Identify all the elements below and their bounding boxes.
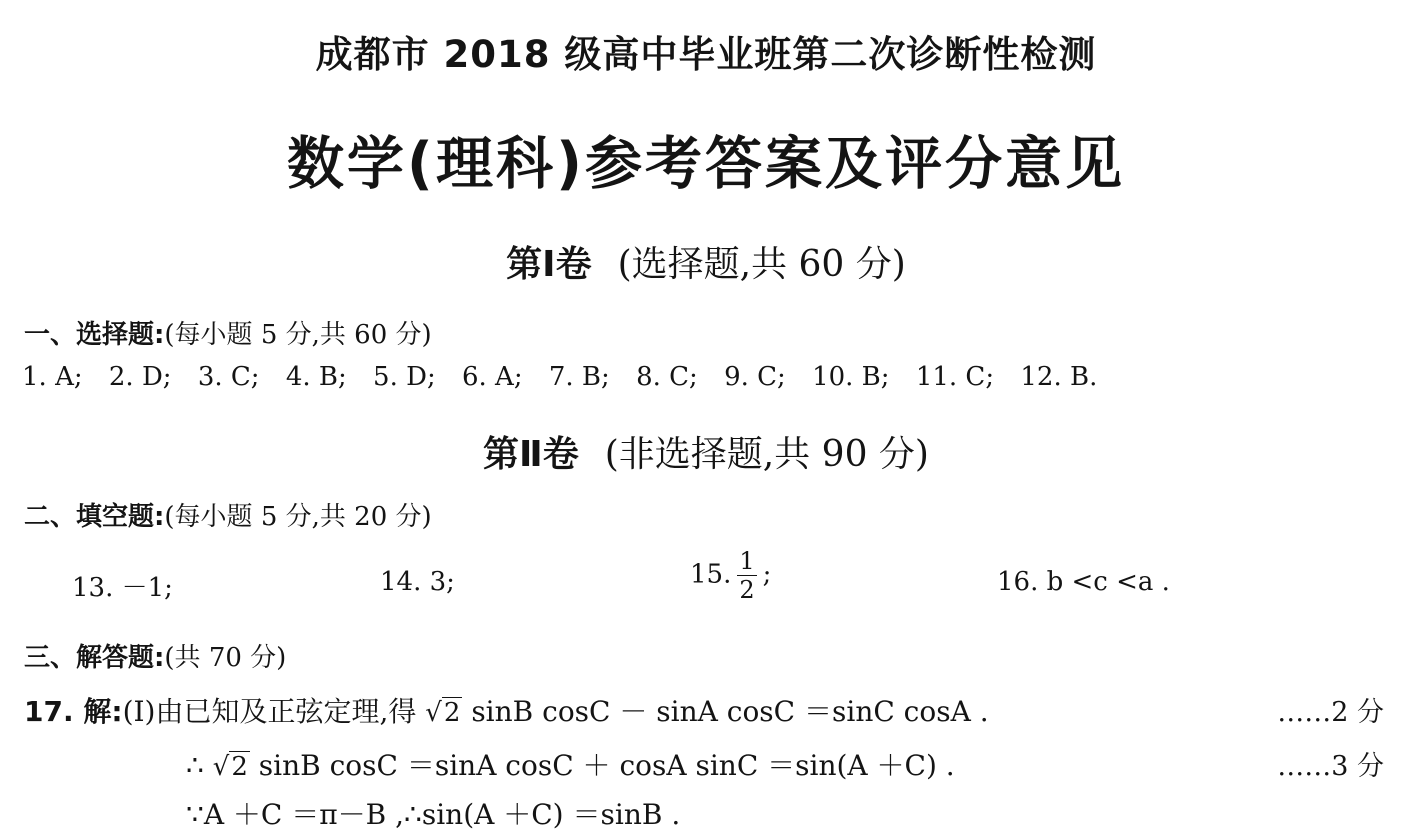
volume2-heading: [0, 426, 1412, 477]
q17-line3: ∵A ＋C ＝π－B ,∴sin(A ＋C) ＝sinB .: [186, 798, 681, 831]
sqrt-symbol-2: √2: [212, 752, 248, 782]
answer-12: 12. B.: [1020, 362, 1098, 392]
fraction-denominator: 2: [739, 576, 755, 604]
q17-label: 17. 解:: [24, 695, 123, 728]
answer-10: 10. B;: [812, 362, 890, 392]
section2-title: 二、填空题:: [24, 502, 165, 532]
volume1-note: (选择题,共 60 分): [617, 244, 906, 285]
fraction: [737, 547, 756, 604]
section2-note: (每小题 5 分,共 20 分): [164, 502, 432, 532]
fill-answer-16: 16. b <c <a .: [997, 567, 1170, 597]
answer-4: 4. B;: [285, 362, 347, 392]
answer-9: 9. C;: [724, 362, 786, 392]
q17-line1-score: ……2 分: [1277, 697, 1384, 728]
volume1-title: 第Ⅰ卷: [506, 244, 592, 285]
answer-6: 6. A;: [461, 362, 523, 392]
volume2-title: 第Ⅱ卷: [483, 434, 579, 475]
fill-answer-14: 14. 3;: [380, 567, 455, 597]
q17-line1: [24, 690, 989, 730]
fill-answer-15: [690, 547, 771, 604]
section1-note: (每小题 5 分,共 60 分): [164, 320, 432, 350]
therefore-symbol: ∴: [186, 749, 204, 782]
document-subtitle: 数学(理科)参考答案及评分意见: [286, 131, 1126, 197]
choice-answers: [22, 362, 1115, 392]
section1-title: 一、选择题:: [24, 320, 165, 350]
section1-heading: [24, 314, 432, 351]
q17-part1-intro: (Ⅰ)由已知及正弦定理,得: [122, 695, 417, 728]
fill-answer-13: 13. －1;: [72, 573, 173, 603]
answer-3: 3. C;: [197, 362, 260, 392]
q17-line2-expr: sinB cosC ＝sinA cosC ＋ cosA sinC ＝sin(A ＋C) .: [258, 749, 955, 782]
answer-1: 1. A;: [22, 362, 83, 392]
section3-title: 三、解答题:: [24, 643, 165, 673]
fill-answer-15-label: 15.: [690, 559, 732, 590]
section2-heading: [24, 496, 432, 533]
sqrt-radicand-2: 2: [231, 752, 248, 782]
answer-7: 7. B;: [548, 362, 610, 392]
sqrt-radicand: 2: [443, 698, 461, 728]
answer-8: 8. C;: [636, 362, 698, 392]
section3-heading: [24, 637, 286, 674]
fraction-numerator: 1: [739, 547, 755, 575]
q17-line2-score: ……3 分: [1277, 751, 1384, 782]
section3-note: (共 70 分): [164, 643, 287, 673]
volume2-note: (非选择题,共 90 分): [604, 434, 929, 475]
volume1-heading: [0, 236, 1412, 287]
q17-line2: [186, 744, 955, 784]
answer-2: 2. D;: [108, 362, 172, 392]
sqrt-symbol: √2: [425, 698, 461, 728]
answer-5: 5. D;: [373, 362, 436, 392]
document-title: 成都市 2018 级高中毕业班第二次诊断性检测: [315, 33, 1097, 76]
q17-line1-expr: sinB cosC － sinA cosC ＝sinC cosA .: [471, 695, 989, 728]
answer-11: 11. C;: [915, 362, 995, 392]
fill-answer-15-tail: ;: [762, 559, 772, 590]
